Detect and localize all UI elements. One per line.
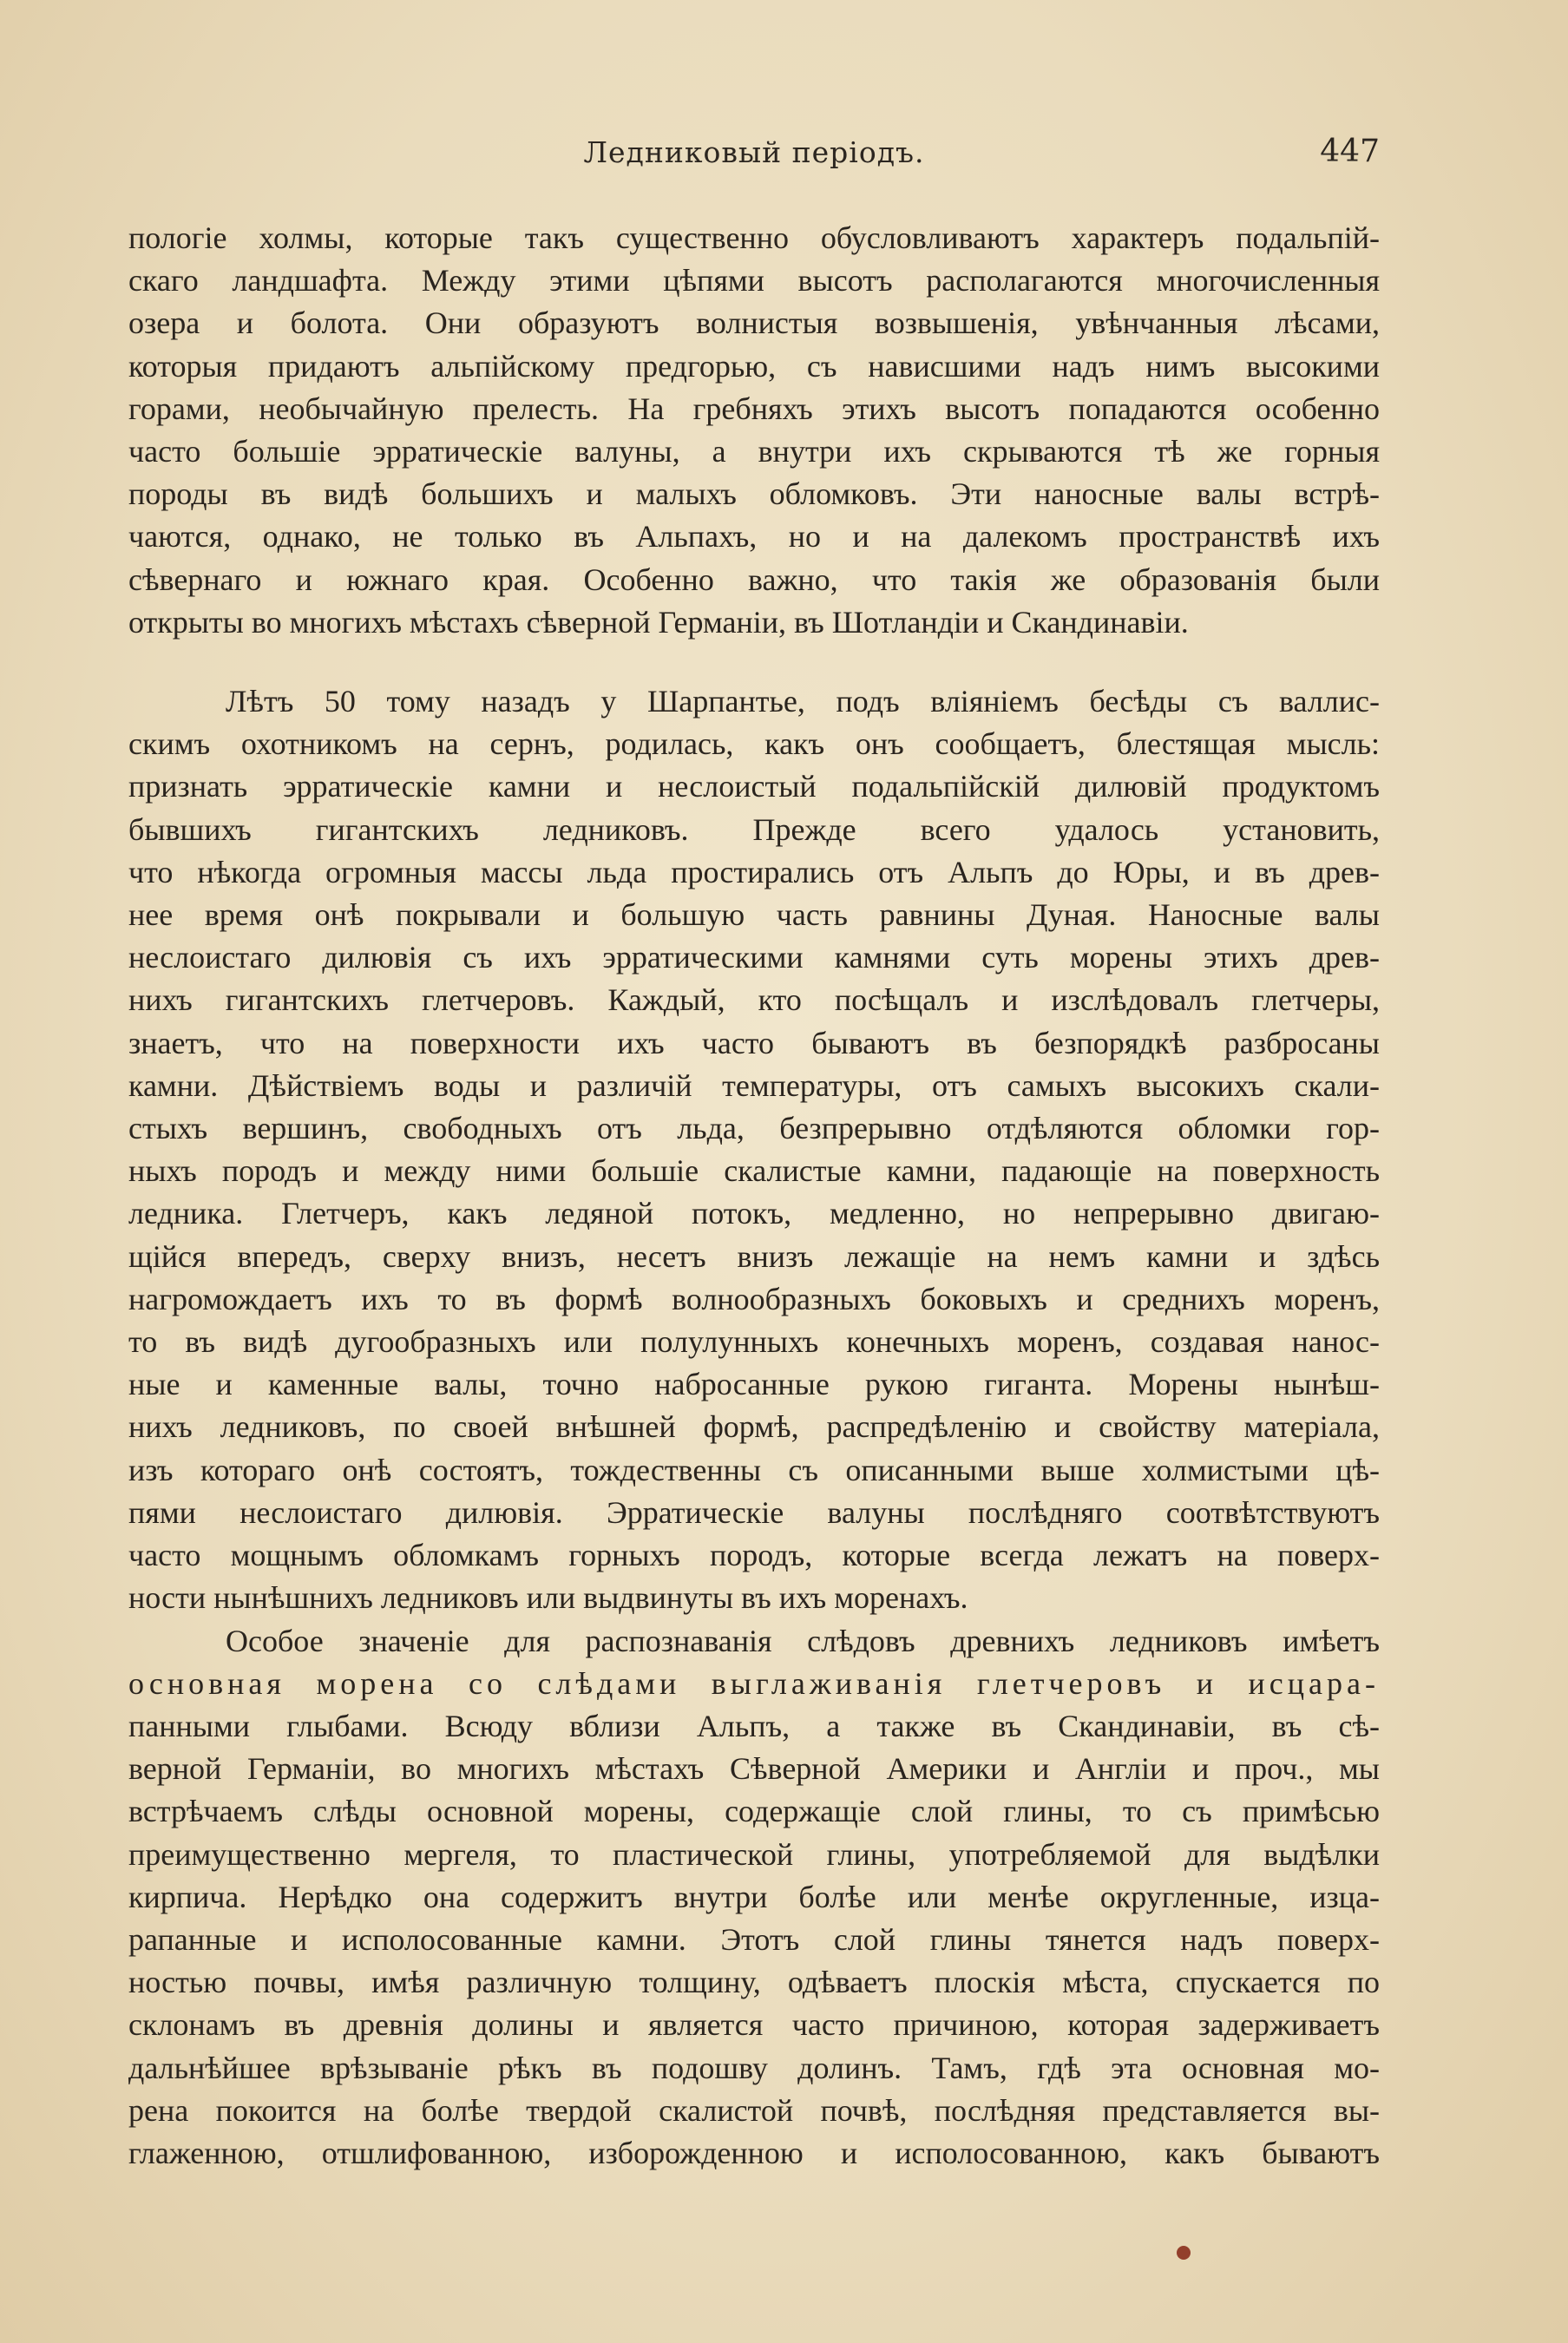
text-line: нагромождаетъ ихъ то въ формѣ волнообразныхъ боковыхъ и среднихъ моренъ, [128, 1281, 1380, 1316]
text-line: которыя придаютъ альпійскому предгорью, съ нависшими надъ нимъ высокими [128, 348, 1380, 384]
text-line: дальнѣйшее врѣзываніе рѣкъ въ подошву долинъ. Тамъ, гдѣ эта основная мо- [128, 2050, 1380, 2085]
text-line: скаго ландшафта. Между этими цѣпями высотъ располагаются многочисленныя [128, 263, 1380, 299]
text-line: пями неслоистаго дилювія. Эрратическіе валуны послѣдняго соотвѣтствуютъ [128, 1494, 1380, 1530]
text-line: часто мощнымъ обломкамъ горныхъ породъ, которые всегда лежатъ на поверх- [128, 1538, 1380, 1573]
text-line: пологіе холмы, которые такъ существенно обусловливаютъ характеръ подальпій- [128, 220, 1380, 255]
text-line: знаетъ, что на поверхности ихъ часто бываютъ въ безпорядкѣ разбросаны [128, 1025, 1380, 1060]
text-line: бывшихъ гигантскихъ ледниковъ. Прежде всего удалось установить, [128, 811, 1380, 847]
page-number: 447 [1320, 134, 1380, 169]
text-line: основная морена со слѣдами выглаживанія глетчеровъ и исцара- [128, 1665, 1380, 1701]
text-line: рапанные и исполосованные камни. Этотъ слой глины тянется надъ поверх- [128, 1921, 1380, 1957]
text-line: стыхъ вершинъ, свободныхъ отъ льда, безпрерывно отдѣляются обломки гор- [128, 1111, 1380, 1146]
text-line: скимъ охотникомъ на сернъ, родилась, какъ онъ сообщаетъ, блестящая мысль: [128, 726, 1380, 762]
paragraph-3 [128, 1620, 1380, 2176]
text-line: камни. Дѣйствіемъ воды и различій температуры, отъ самыхъ высокихъ скали- [128, 1067, 1380, 1103]
text-line: глаженною, отшлифованною, изборожденною и исполосованною, какъ бываютъ [128, 2135, 1380, 2170]
text-line: нихъ ледниковъ, по своей внѣшней формѣ, распредѣленію и свойству матеріала, [128, 1409, 1380, 1445]
text-line: Особое значеніе для распознаванія слѣдовъ древнихъ ледниковъ имѣетъ [226, 1623, 1380, 1658]
text-line: ныхъ породъ и между ними большіе скалистые камни, падающіе на поверхность [128, 1153, 1380, 1189]
text-line: нее время онѣ покрывали и большую часть равнины Дуная. Наносные валы [128, 897, 1380, 933]
text-line: ностью почвы, имѣя различную толщину, одѣваетъ плоскія мѣста, спускается по [128, 1965, 1380, 2000]
text-line: щійся впередъ, сверху внизъ, несетъ внизъ лежащіе на немъ камни и здѣсь [128, 1238, 1380, 1274]
text-line: кирпича. Нерѣдко она содержитъ внутри болѣе или менѣе округленные, изца- [128, 1879, 1380, 1914]
text-line: нихъ гигантскихъ глетчеровъ. Каждый, кто посѣщалъ и изслѣдовалъ глетчеры, [128, 982, 1380, 1018]
running-header [128, 130, 1380, 182]
text-line: что нѣкогда огромныя массы льда простирались отъ Альпъ до Юры, и въ древ- [128, 854, 1380, 889]
text-line: породы въ видѣ большихъ и малыхъ обломковъ. Эти наносные валы встрѣ- [128, 476, 1380, 512]
text-line: признать эрратическіе камни и неслоистый подальпійскій дилювій продуктомъ [128, 769, 1380, 804]
text-line: озера и болота. Они образуютъ волнистыя возвышенія, увѣнчанныя лѣсами, [128, 305, 1380, 341]
text-line: горами, необычайную прелесть. На гребняхъ этихъ высотъ попадаются особенно [128, 390, 1380, 426]
text-line: часто большіе эрратическіе валуны, а внутри ихъ скрываются тѣ же горныя [128, 434, 1380, 469]
text-line: изъ котораго онѣ состоятъ, тождественны съ описанными выше холмистыми цѣ- [128, 1452, 1380, 1487]
body-text [128, 217, 1380, 2175]
running-title: Ледниковый періодъ. [583, 135, 925, 169]
text-line: неслоистаго дилювія съ ихъ эрратическими камнями суть морены этихъ древ- [128, 940, 1380, 975]
text-line: Лѣтъ 50 тому назадъ у Шарпантье, подъ вліяніемъ бесѣды съ валлис- [226, 684, 1380, 719]
text-line: встрѣчаемъ слѣды основной морены, содержащіе слой глины, то съ примѣсью [128, 1794, 1380, 1829]
text-line: склонамъ въ древнія долины и является часто причиною, которая задерживаетъ [128, 2007, 1380, 2043]
text-line: рена покоится на болѣе твердой скалистой почвѣ, послѣдняя представляется вы- [128, 2092, 1380, 2128]
text-line: ности нынѣшнихъ ледниковъ или выдвинуты въ ихъ моренахъ. [128, 1580, 968, 1616]
text-line: чаются, однако, не только въ Альпахъ, но и на далекомъ пространствѣ ихъ [128, 519, 1380, 555]
paragraph-2 [128, 680, 1380, 1619]
text-line: преимущественно мергеля, то пластической глины, употребляемой для выдѣлки [128, 1836, 1380, 1872]
text-line: ледника. Глетчеръ, какъ ледяной потокъ, медленно, но непрерывно двигаю- [128, 1196, 1380, 1231]
text-line: панными глыбами. Всюду вблизи Альпъ, а также въ Скандинавіи, въ сѣ- [128, 1708, 1380, 1743]
text-line: сѣвернаго и южнаго края. Особенно важно, что такія же образованія были [128, 561, 1380, 597]
text-line: открыты во многихъ мѣстахъ сѣверной Германіи, въ Шотландіи и Скандинавіи. [128, 604, 1189, 640]
text-line: ные и каменные валы, точно набросанные рукою гиганта. Морены нынѣш- [128, 1367, 1380, 1402]
text-line: то въ видѣ дугообразныхъ или полулунныхъ конечныхъ моренъ, создавая нанос- [128, 1324, 1380, 1360]
paragraph-1 [128, 217, 1380, 644]
text-line: верной Германіи, во многихъ мѣстахъ Сѣверной Америки и Англіи и проч., мы [128, 1751, 1380, 1787]
ink-speck [1177, 2246, 1191, 2260]
